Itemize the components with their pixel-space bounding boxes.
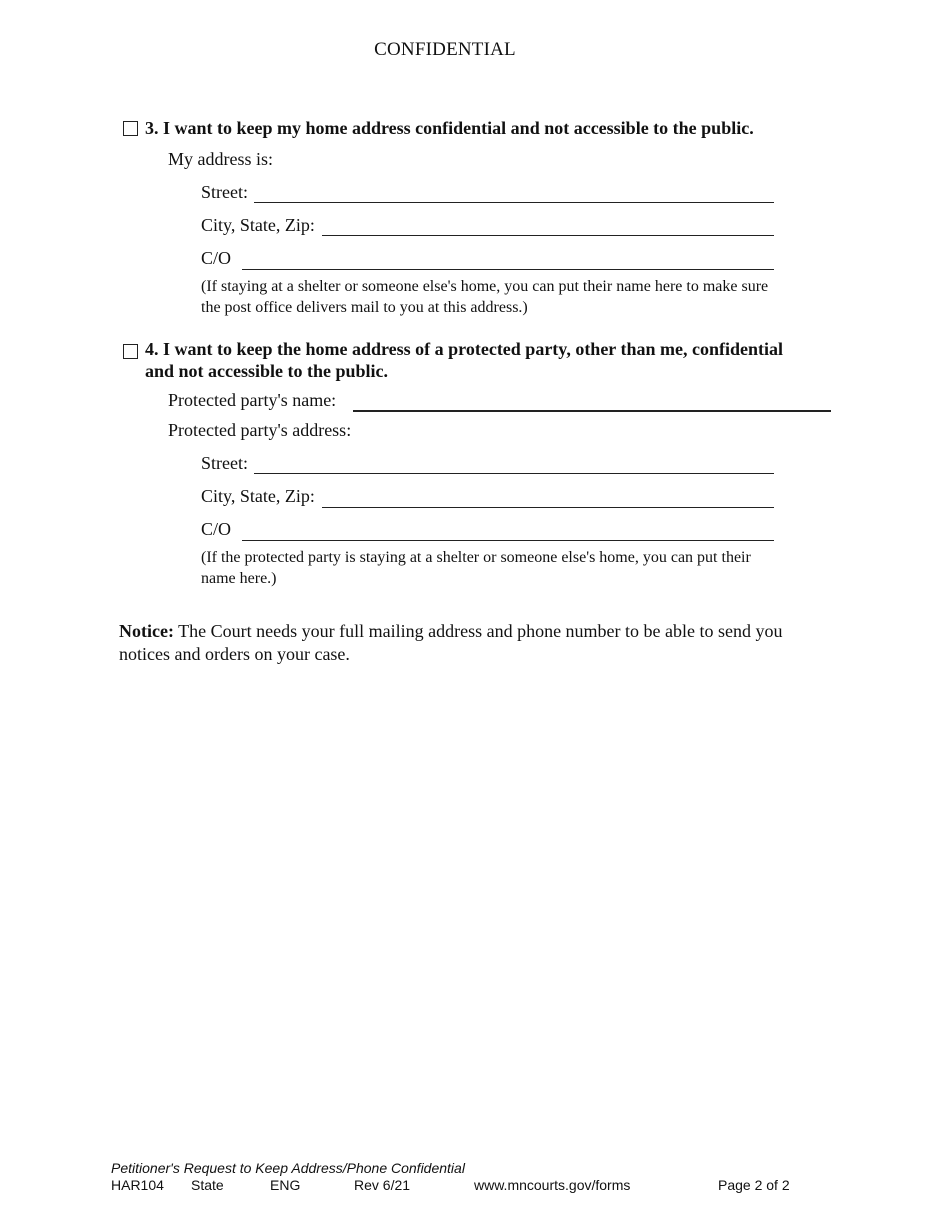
section3-co-label: C/O xyxy=(201,248,232,268)
notice-paragraph xyxy=(119,620,829,666)
section4-heading-line2: and not accessible to the public. xyxy=(145,361,389,381)
footer-language: ENG xyxy=(270,1177,301,1193)
footer-revision: Rev 6/21 xyxy=(354,1177,411,1193)
section3-checkbox[interactable] xyxy=(123,121,138,136)
section3-city-label: City, State, Zip: xyxy=(201,215,315,235)
section4-name-label: Protected party's name: xyxy=(168,390,337,410)
notice-text: The Court needs your full mailing address and phone number to be able to send you notices and orders on your case. xyxy=(119,621,783,664)
footer-jurisdiction: State xyxy=(191,1177,224,1193)
section3-address-intro: My address is: xyxy=(168,149,273,169)
footer-form-title: Petitioner's Request to Keep Address/Phone Confidential xyxy=(111,1160,465,1176)
section4-city-label: City, State, Zip: xyxy=(201,486,315,506)
section4-city-field[interactable] xyxy=(322,507,774,508)
section4-street-label: Street: xyxy=(201,453,248,473)
section4-note: (If the protected party is staying at a shelter or someone else's home, you can put their name here.) xyxy=(201,549,751,587)
section4-address-intro: Protected party's address: xyxy=(168,420,352,440)
section4-name-field[interactable] xyxy=(353,410,831,412)
footer-website[interactable]: www.mncourts.gov/forms xyxy=(474,1177,631,1193)
section4-co-field[interactable] xyxy=(242,540,774,541)
section3-co-field[interactable] xyxy=(242,269,774,270)
section3-city-field[interactable] xyxy=(322,235,774,236)
footer-page-number: Page 2 of 2 xyxy=(718,1177,790,1193)
page-title: CONFIDENTIAL xyxy=(374,39,516,60)
notice-label: Notice: xyxy=(119,621,174,641)
footer-form-code: HAR104 xyxy=(111,1177,164,1193)
section3-heading: 3. I want to keep my home address confidential and not accessible to the public. xyxy=(145,118,754,138)
section4-heading-line1: 4. I want to keep the home address of a protected party, other than me, confidential xyxy=(145,339,783,359)
section3-note: (If staying at a shelter or someone else's home, you can put their name here to make sure the post office delivers mail to you at this address.) xyxy=(201,278,769,316)
section3-street-field[interactable] xyxy=(254,202,774,203)
section3-street-label: Street: xyxy=(201,182,248,202)
section4-street-field[interactable] xyxy=(254,473,774,474)
section4-co-label: C/O xyxy=(201,519,232,539)
section4-checkbox[interactable] xyxy=(123,344,138,359)
